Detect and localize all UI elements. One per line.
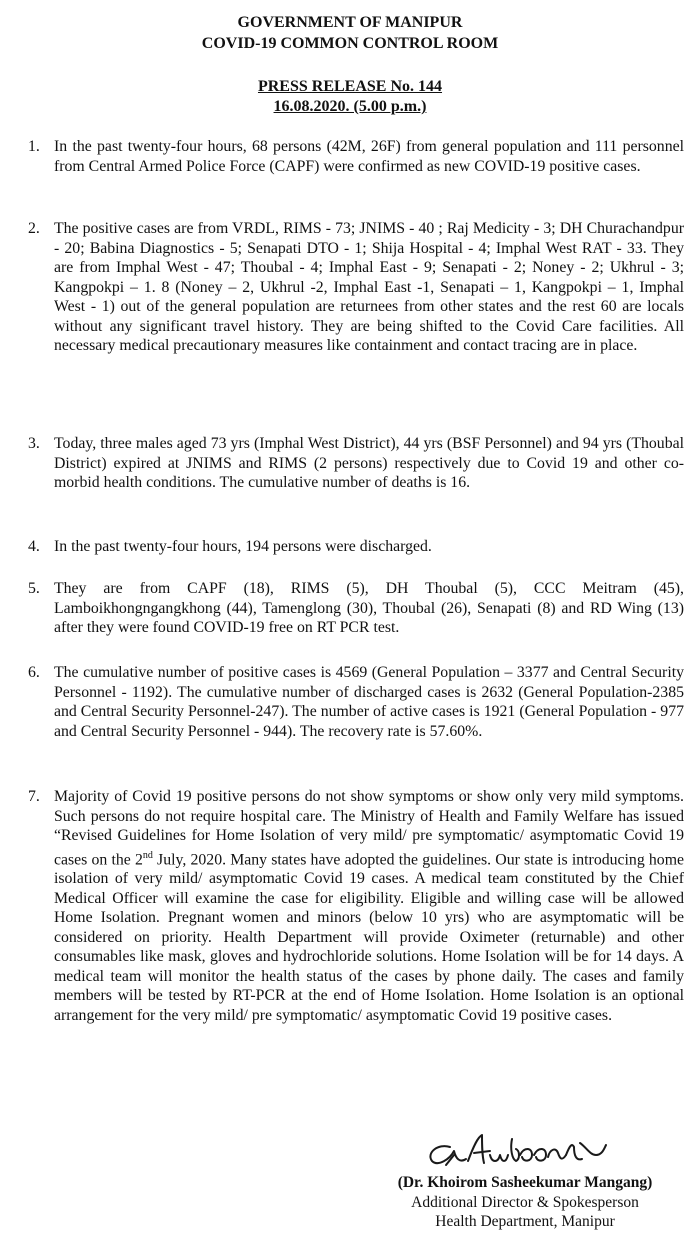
item-number: 2. — [28, 220, 40, 237]
release-heading — [0, 77, 700, 117]
press-release-datetime: 16.08.2020. (5.00 p.m.) — [273, 98, 427, 115]
item-text — [54, 787, 684, 1025]
item-text: In the past twenty-four hours, 68 persons (42M, 26F) from general population and 111 personnel from Central Armed Police Force (CAPF) were confirmed as new COVID-19 positive cases. — [54, 138, 684, 175]
item-text: They are from CAPF (18), RIMS (5), DH Thoubal (5), CCC Meitram (45), Lamboikhongngangkhong (44), Tamenglong (30), Thoubal (26), Senapati (8) and RD Wing (13) after they were found COVID-19 free on RT PCR test. — [54, 580, 684, 636]
control-room-name: COVID-19 COMMON CONTROL ROOM — [201, 35, 499, 52]
ordinal-suffix: nd — [142, 849, 153, 861]
item-number: 5. — [28, 580, 40, 597]
signatory-name: (Dr. Khoirom Sasheekumar Mangang) — [397, 1174, 653, 1191]
item-text: In the past twenty-four hours, 194 persons were discharged. — [54, 538, 432, 555]
press-release-title: PRESS RELEASE No. 144 — [257, 78, 443, 95]
handwritten-signature — [420, 1125, 620, 1177]
item-text: The positive cases are from VRDL, RIMS - 73; JNIMS - 40 ; Raj Medicity - 3; DH Churachandpur - 20; Babina Diagnostics - 5; Senapati DTO - 1; Shija Hospital - 4; Imphal West RAT - 33. They are from Imphal West - 47; Thoubal - 4; Imphal East - 9; Senapati - 2; Noney - 2; Ukhrul - 3; Kangpokpi – 1. 8 (Noney – 2, Ukhrul -2, Imphal East -1, Senapati – 1, Kangpokpi – 1, Imphal West - 1) out of the general population are returnees from other states and the rest 60 are locals without any significant travel history. They are being shifted to the Covid Care facilities. All necessary medical precautionary measures like containment and contact tracing are in place. — [54, 220, 684, 354]
item-number: 7. — [28, 788, 40, 805]
item-number: 1. — [28, 138, 40, 155]
item-number: 6. — [28, 664, 40, 681]
document-header — [0, 12, 700, 54]
signatory-details — [370, 1173, 680, 1232]
item-number: 4. — [28, 538, 40, 555]
item-text: Today, three males aged 73 yrs (Imphal West District), 44 yrs (BSF Personnel) and 94 yrs (Thoubal District) expired at JNIMS and RIMS (2 persons) respectively due to Covid 19 and other co-morbid health conditions. The cumulative number of deaths is 16. — [54, 435, 684, 491]
signatory-department: Health Department, Manipur — [435, 1213, 615, 1230]
item-number: 3. — [28, 435, 40, 452]
item-text-part: Majority of Covid 19 positive persons do not show symptoms or show only very mild symptoms. Such persons do not require hospital care. The Ministry of Health and Family Welfare has issued “Revised Guidelines for Home Isolation of very mild/ pre symptomatic/ asymptomatic Covid 19 cases on the 2 — [54, 788, 684, 868]
signatory-title: Additional Director & Spokesperson — [411, 1193, 639, 1211]
item-text: The cumulative number of positive cases is 4569 (General Population – 3377 and Central Security Personnel - 1192). The cumulative number of discharged cases is 2632 (General Population-2385 and Central Security Personnel-247). The number of active cases is 1921 (General Population - 977 and Central Security Personnel - 944). The recovery rate is 57.60%. — [54, 664, 684, 740]
item-text-part: July, 2020. Many states have adopted the guidelines. Our state is introducing home isolation of very mild/ asymptomatic Covid 19 cases. A medical team constituted by the Chief Medical Officer will examine the case for eligibility. Eligible and willing case will be allowed Home Isolation. Pregnant women and minors (below 10 yrs) who are asymptomatic will be considered on priority. Health Department will provide Oximeter (returnable) and other consumables like mask, gloves and hydrochloride solutions. Home Isolation will be for 14 days. A medical team will monitor the health status of the cases by phone daily. The cases and family members will be tested by RT-PCR at the end of Home Isolation. Home Isolation is an optional arrangement for the very mild/ pre symptomatic/ asymptomatic Covid 19 positive cases. — [54, 850, 684, 1024]
government-name: GOVERNMENT OF MANIPUR — [237, 14, 463, 31]
